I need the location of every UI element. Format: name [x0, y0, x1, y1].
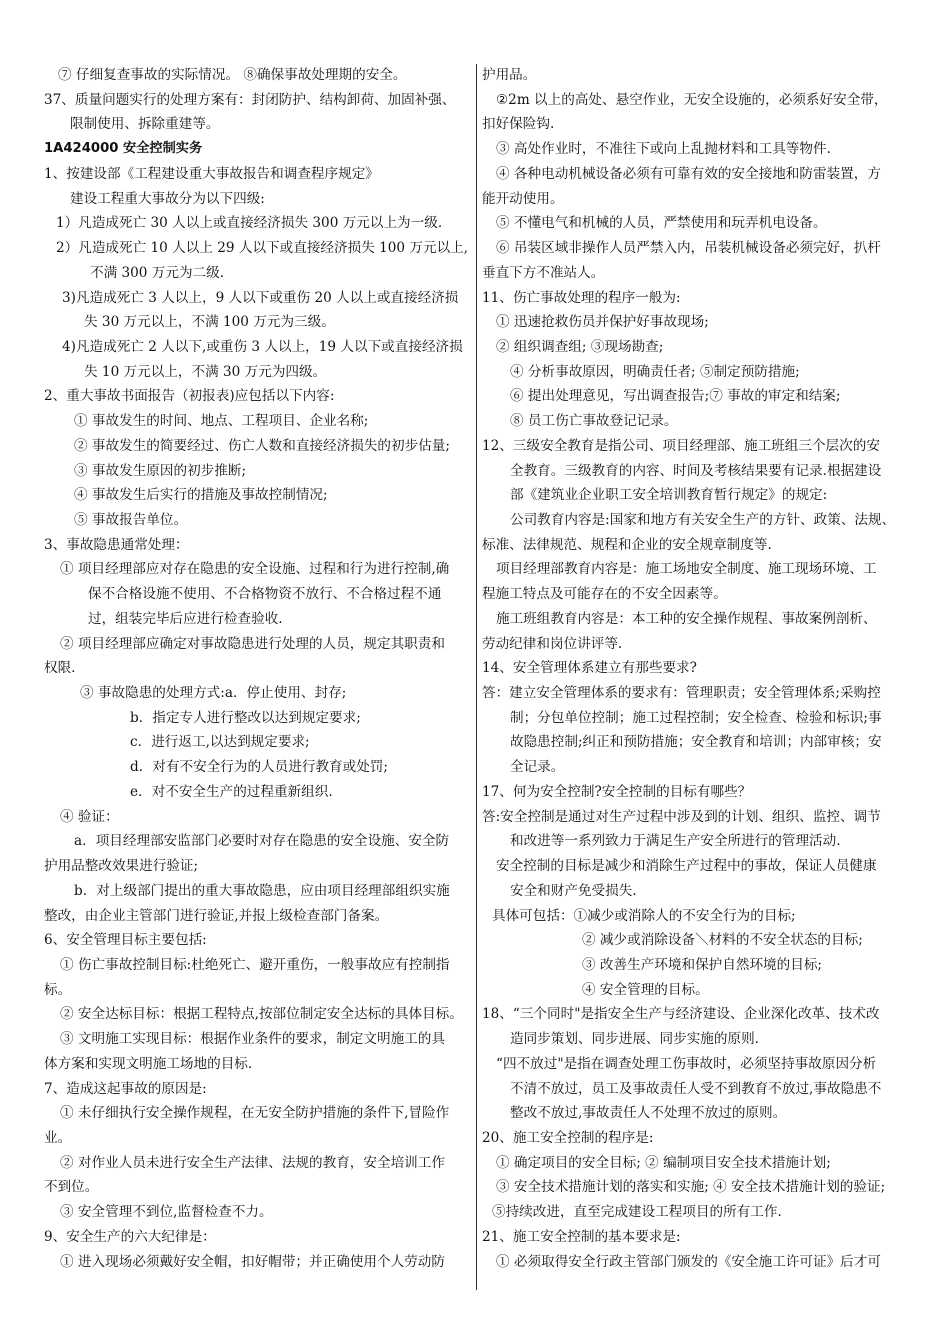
right-text-line: 垂直下方不准站人。: [482, 264, 605, 281]
left-text-line: a．项目经理部安监部门必要时对存在隐患的安全设施、安全防: [74, 833, 450, 850]
right-text-line: ④ 安全管理的目标。: [582, 981, 709, 998]
right-text-line: 14、安全管理体系建立有那些要求?: [482, 660, 697, 677]
left-text-line: ① 伤亡事故控制目标:杜绝死亡、避开重伤，一般事故应有控制指: [60, 956, 450, 973]
right-text-line: ④ 分析事故原因，明确责任者; ⑤制定预防措施;: [510, 363, 800, 380]
right-text-line: 标准、法律规范、规程和企业的安全规章制度等.: [482, 536, 772, 553]
right-text-line: ③ 改善生产环境和保护自然环境的目标;: [582, 956, 822, 973]
right-text-line: ① 确定项目的安全目标; ② 编制项目安全技术措施计划;: [496, 1154, 831, 1171]
right-text-line: 具体可包括：①减少或消除人的不安全行为的目标;: [492, 907, 796, 924]
left-text-line: 业。: [44, 1130, 72, 1146]
right-text-line: ⑤ 不懂电气和机械的人员，严禁使用和玩弄机电设备。: [496, 215, 827, 232]
left-text-line: 护用品整改效果进行验证;: [44, 858, 199, 874]
left-text-line: 建设工程重大事故分为以下四级:: [70, 190, 265, 207]
left-text-line: e．对不安全生产的过程重新组织.: [130, 783, 333, 800]
right-text-line: 能开动使用。: [482, 190, 564, 207]
right-text-line: 不清不放过，员工及事故责任人受不到教育不放过,事故隐患不: [510, 1080, 882, 1097]
right-text-line: 21、施工安全控制的基本要求是:: [482, 1228, 681, 1245]
left-text-line: 权限.: [44, 660, 76, 677]
right-text-line: 护用品。: [482, 67, 537, 83]
left-text-line: 体方案和实现文明施工场地的目标.: [44, 1055, 253, 1072]
right-text-line: 12、三级安全教育是指公司、项目经理部、施工班组三个层次的安: [482, 437, 880, 454]
right-text-line: 全教育。三级教育的内容、时间及考核结果要有记录.根据建设: [510, 462, 882, 479]
right-text-line: 故隐患控制;纠正和预防措施；安全教育和培训；内部审核；安: [510, 734, 882, 751]
left-text-line: 3)凡造成死亡 3 人以上，9 人以下或重伤 20 人以上或直接经济损: [62, 289, 459, 306]
right-text-line: ① 迅速抢救伤员并保护好事故现场;: [496, 314, 709, 331]
left-text-line: ⑤ 事故报告单位。: [74, 512, 188, 528]
left-text-line: 2）凡造成死亡 10 人以上 29 人以下或直接经济损失 100 万元以上,: [56, 240, 469, 256]
right-text-line: 安全和财产免受损失.: [510, 882, 637, 899]
left-text-line: ④ 事故发生后实行的措施及事故控制情况;: [74, 487, 328, 504]
left-text-line: 37、质量问题实行的处理方案有：封闭防护、结构卸荷、加固补强、: [44, 91, 456, 108]
left-text-line: ③ 事故发生原因的初步推断;: [74, 462, 247, 479]
left-text-line: ④ 验证：: [60, 808, 119, 825]
left-text-line: 保不合格设施不使用、不合格物资不放行、不合格过程不通: [88, 586, 442, 603]
right-text-line: ④ 各种电动机械设备必须有可靠有效的安全接地和防雷装置，方: [496, 165, 881, 182]
left-text-line: 1、按建设部《工程建设重大事故报告和调查程序规定》: [44, 165, 379, 182]
left-text-line: 9、安全生产的六大纪律是：: [44, 1228, 216, 1245]
right-text-line: 和改进等一系列致力于满足生产安全所进行的管理活动.: [510, 833, 841, 850]
right-text-line: 扣好保险钩.: [482, 116, 555, 133]
left-text-line: 不到位。: [44, 1179, 99, 1196]
left-text-line: ⑦ 仔细复查事故的实际情况。 ⑧确保事故处理期的安全。: [58, 67, 407, 83]
left-text-line: ① 事故发生的时间、地点、工程项目、企业名称;: [74, 413, 369, 430]
right-text-line: 劳动纪律和岗位讲评等.: [482, 635, 623, 652]
right-text-line: ③ 高处作业时，不准往下或向上乱抛材料和工具等物件.: [496, 141, 831, 158]
left-text-line: ③ 事故隐患的处理方式:a．停止使用、封存;: [80, 685, 347, 701]
right-text-line: 11、伤亡事故处理的程序一般为:: [482, 289, 681, 306]
left-text-line: ② 对作业人员未进行安全生产法律、法规的教育，安全培训工作: [60, 1154, 445, 1171]
right-text-line: 程施工特点及可能存在的不安全因素等。: [482, 586, 727, 603]
left-text-line: 限制使用、拆除重建等。: [70, 116, 220, 133]
right-text-line: ⑧ 员工伤亡事故登记记录。: [510, 413, 678, 430]
left-text-line: 7、造成这起事故的原因是:: [44, 1080, 207, 1097]
right-text-line: 造同步策划、同步进展、同步实施的原则.: [510, 1031, 760, 1048]
left-text-line: 整改，由企业主管部门进行验证,并报上级检查部门备案。: [44, 907, 389, 924]
left-text-line: ③ 安全管理不到位,监督检查不力。: [60, 1204, 273, 1221]
right-text-line: ③ 安全技术措施计划的落实和实施; ④ 安全技术措施计划的验证;: [496, 1179, 886, 1196]
left-text-line: 2、重大事故书面报告（初报表)应包括以下内容:: [44, 388, 335, 405]
left-text-line: ② 事故发生的简要经过、伤亡人数和直接经济损失的初步估量;: [74, 437, 450, 454]
left-text-line: 不满 300 万元为二级.: [90, 264, 225, 281]
column-divider: [476, 64, 477, 1290]
left-text-line: c．进行返工,以达到规定要求;: [130, 734, 310, 751]
left-text-line: ① 未仔细执行安全操作规程，在无安全防护措施的条件下,冒险作: [60, 1105, 450, 1122]
left-text-line: 过，组装完毕后应进行检查验收.: [88, 610, 283, 627]
right-text-line: 答:安全控制是通过对生产过程中涉及到的计划、组织、监控、调节: [482, 808, 881, 825]
left-text-line: ① 进入现场必须戴好安全帽，扣好帽带；并正确使用个人劳动防: [60, 1253, 445, 1270]
right-text-line: 项目经理部教育内容是：施工场地安全制度、施工现场环境、工: [496, 561, 877, 578]
right-text-line: 20、施工安全控制的程序是:: [482, 1130, 654, 1146]
left-text-line: 6、安全管理目标主要包括:: [44, 932, 207, 949]
section-heading: 1A424000 安全控制实务: [44, 141, 203, 157]
right-text-line: 公司教育内容是:国家和地方有关安全生产的方针、政策、法规、: [510, 512, 896, 528]
left-text-line: d．对有不安全行为的人员进行教育或处罚;: [130, 759, 388, 776]
right-text-line: 安全控制的目标是减少和消除生产过程中的事故，保证人员健康: [496, 858, 877, 874]
right-text-line: 施工班组教育内容是：本工种的安全操作规程、事故案例剖析、: [496, 610, 877, 627]
left-text-line: ① 项目经理部应对存在隐患的安全设施、过程和行为进行控制,确: [60, 561, 450, 578]
right-text-line: 答：建立安全管理体系的要求有：管理职责；安全管理体系;采购控: [482, 685, 881, 701]
right-text-line: ⑤持续改进，直至完成建设工程项目的所有工作.: [492, 1204, 782, 1221]
right-text-line: ⑥ 吊装区域非操作人员严禁入内，吊装机械设备必须完好，扒杆: [496, 240, 881, 256]
left-text-line: ② 项目经理部应确定对事故隐患进行处理的人员，规定其职责和: [60, 635, 445, 652]
left-text-line: 1）凡造成死亡 30 人以上或直接经济损失 300 万元以上为一级.: [56, 215, 443, 232]
left-text-line: 标。: [44, 981, 72, 998]
right-text-line: 全记录。: [510, 759, 565, 776]
right-text-line: 整改不放过,事故责任人不处理不放过的原则。: [510, 1105, 787, 1122]
left-text-line: b．指定专人进行整改以达到规定要求;: [130, 709, 361, 726]
right-text-line: 17、何为安全控制?安全控制的目标有哪些？: [482, 783, 752, 800]
left-text-line: 失 10 万元以上，不满 30 万元为四级。: [84, 363, 327, 380]
right-text-line: ② 减少或消除设备＼材料的不安全状态的目标;: [582, 932, 863, 949]
left-text-line: ③ 文明施工实现目标：根据作业条件的要求，制定文明施工的具: [60, 1031, 445, 1048]
right-text-line: ① 必须取得安全行政主管部门颁发的《安全施工许可证》后才可: [496, 1253, 881, 1270]
left-text-line: ② 安全达标目标：根据工程特点,按部位制定安全达标的具体目标。: [60, 1006, 463, 1023]
left-text-line: b．对上级部门提出的重大事故隐患，应由项目经理部组织实施: [74, 882, 450, 899]
right-text-line: 18、“三个同时"是指安全生产与经济建设、企业深化改革、技术改: [482, 1006, 880, 1023]
right-text-line: ②2m 以上的高处、悬空作业，无安全设施的，必须系好安全带，: [496, 91, 888, 108]
left-text-line: 3、事故隐患通常处理：: [44, 536, 189, 553]
left-text-line: 4)凡造成死亡 2 人以下,或重伤 3 人以上，19 人以下或直接经济损: [62, 338, 463, 355]
right-text-line: ⑥ 提出处理意见，写出调查报告;⑦ 事故的审定和结案;: [510, 388, 841, 405]
right-text-line: 部《建筑业企业职工安全培训教育暂行规定》的规定:: [510, 487, 828, 504]
left-text-line: 失 30 万元以上，不满 100 万元为三级。: [84, 314, 335, 331]
right-text-line: 制；分包单位控制；施工过程控制；安全检查、检验和标识;事: [510, 709, 882, 726]
right-text-line: “四不放过"是指在调查处理工伤事故时，必须坚持事故原因分析: [496, 1055, 877, 1072]
right-text-line: ② 组织调查组; ③现场勘查;: [496, 338, 664, 355]
